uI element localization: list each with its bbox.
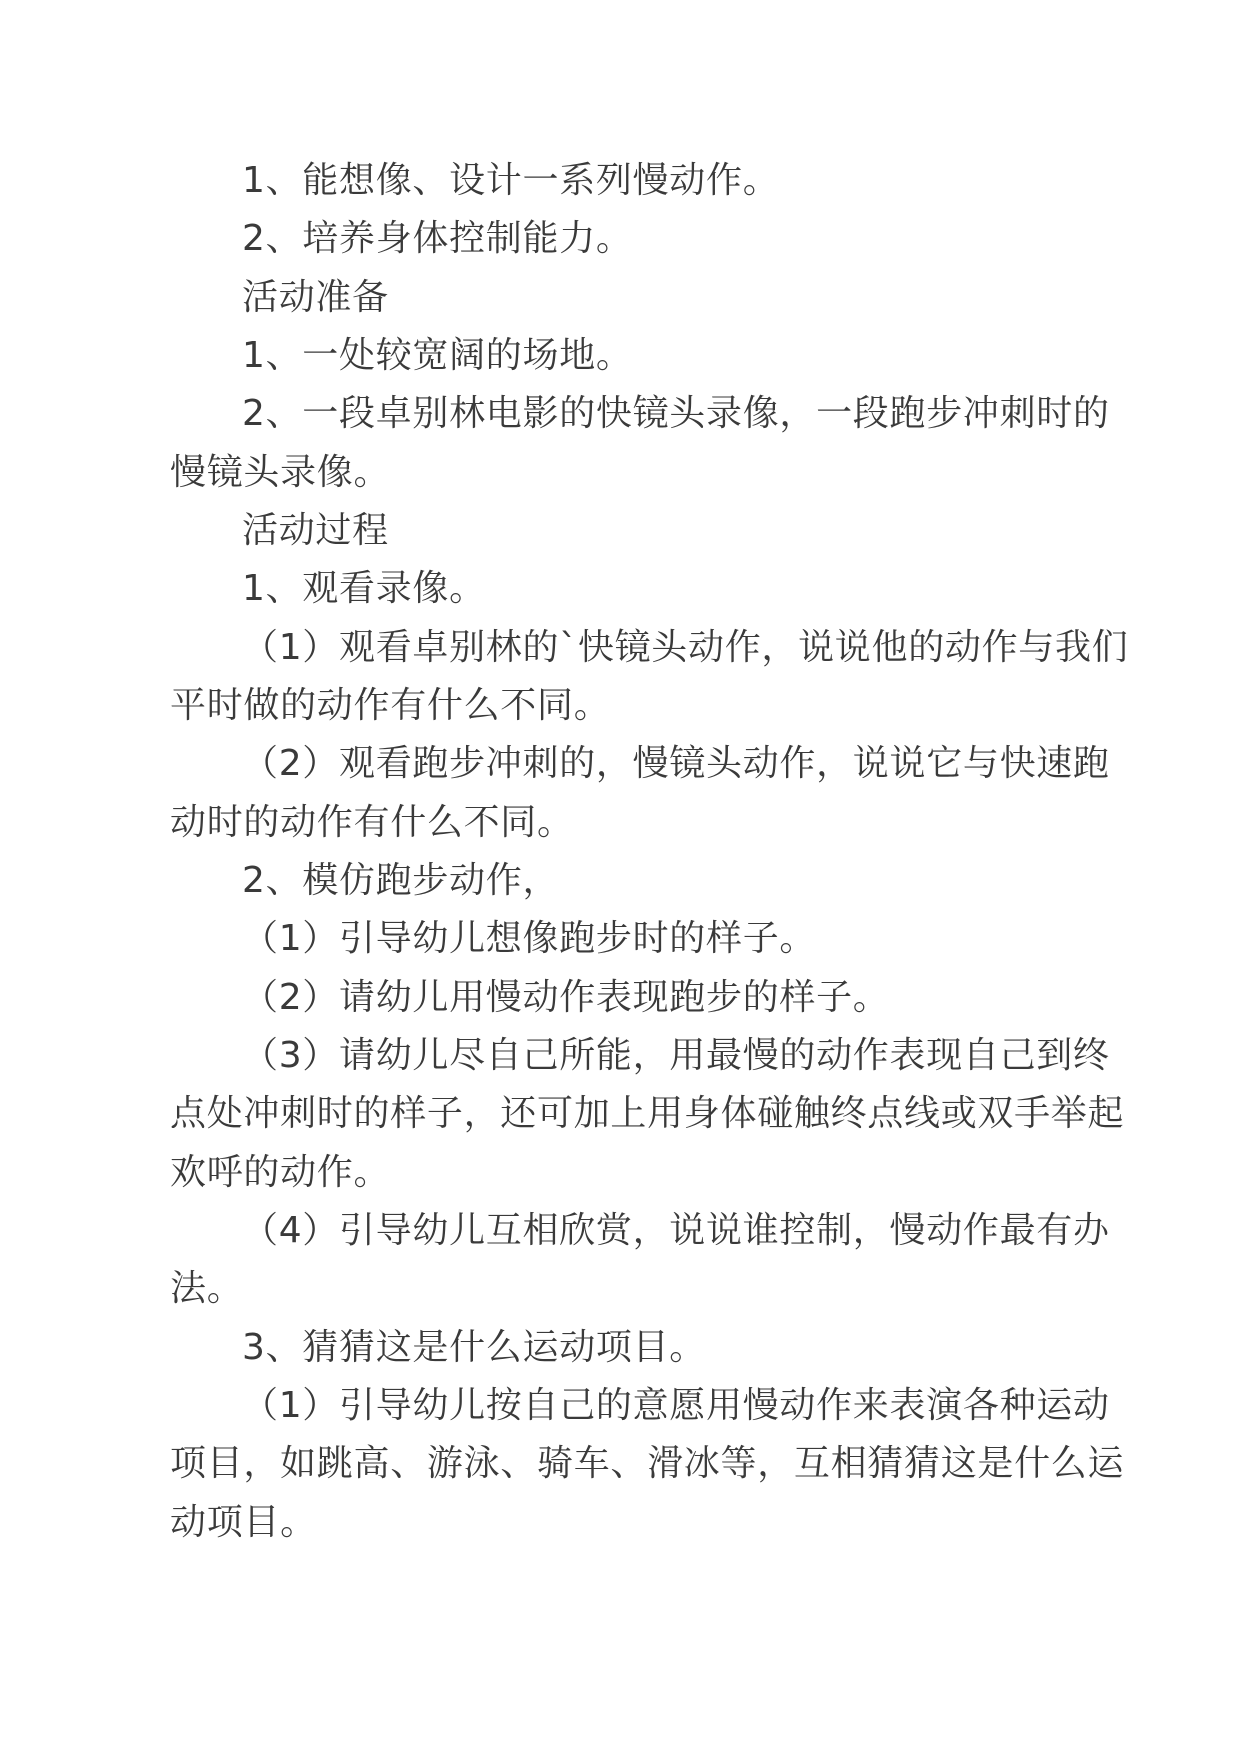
text-line: 活动过程 <box>242 509 389 551</box>
text-line: 1、观看录像。 <box>242 568 486 610</box>
text-line: 2、一段卓别林电影的快镜头录像，一段跑步冲刺时的 <box>242 393 1110 435</box>
text-line: 动项目。 <box>170 1501 317 1543</box>
text-line: 慢镜头录像。 <box>170 451 391 493</box>
text-line: 3、猜猜这是什么运动项目。 <box>242 1326 707 1368</box>
text-line: （1）引导幼儿想像跑步时的样子。 <box>242 918 817 960</box>
text-line: 项目，如跳高、游泳、骑车、滑冰等，互相猜猜这是什么运 <box>170 1443 1125 1485</box>
document-body <box>170 152 1129 1552</box>
text-line: （3）请幼儿尽自己所能，用最慢的动作表现自己到终 <box>242 1034 1110 1076</box>
text-line: 1、能想像、设计一系列慢动作。 <box>242 160 780 201</box>
text-line: 欢呼的动作。 <box>170 1151 391 1193</box>
text-line: 平时做的动作有什么不同。 <box>170 684 611 726</box>
text-line: 动时的动作有什么不同。 <box>170 801 574 843</box>
text-line: 2、模仿跑步动作， <box>242 859 560 901</box>
text-line: 法。 <box>170 1268 244 1310</box>
text-line: （2）观看跑步冲刺的，慢镜头动作，说说它与快速跑 <box>242 743 1110 785</box>
text-line: 活动准备 <box>242 276 389 318</box>
text-line: （1）观看卓别林的`快镜头动作，说说他的动作与我们 <box>242 626 1129 668</box>
text-line: （2）请幼儿用慢动作表现跑步的样子。 <box>242 976 890 1018</box>
text-line: （1）引导幼儿按自己的意愿用慢动作来表演各种运动 <box>242 1384 1110 1426</box>
text-line: 1、一处较宽阔的场地。 <box>242 334 633 376</box>
text-line: （4）引导幼儿互相欣赏，说说谁控制，慢动作最有办 <box>242 1209 1110 1251</box>
text-line: 2、培养身体控制能力。 <box>242 218 633 260</box>
text-line: 点处冲刺时的样子，还可加上用身体碰触终点线或双手举起 <box>170 1093 1125 1135</box>
